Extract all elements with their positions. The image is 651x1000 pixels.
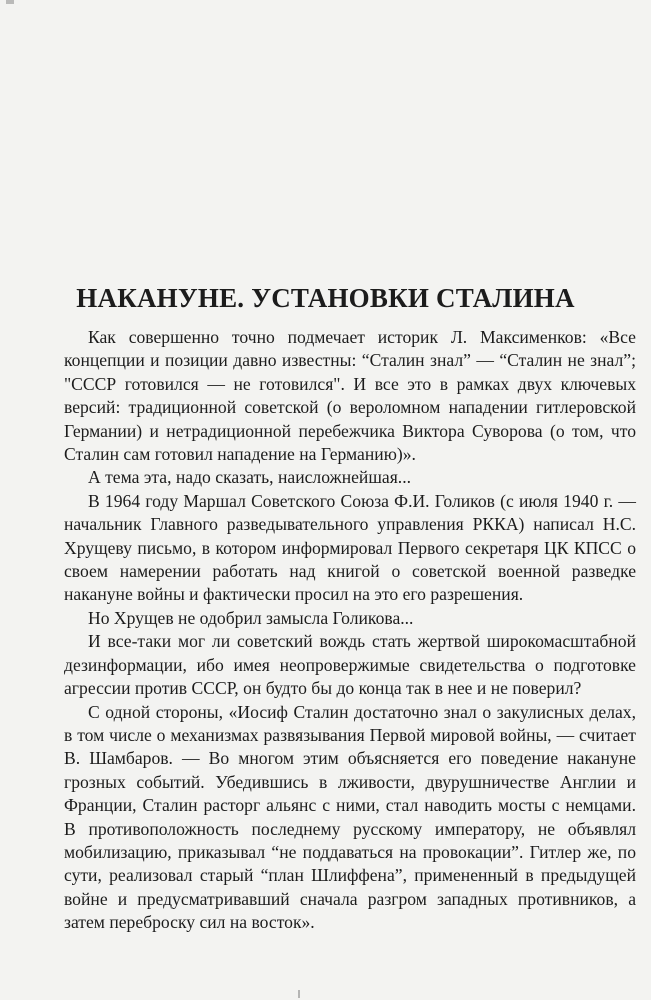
chapter-body xyxy=(64,326,636,935)
paragraph-2: А тема эта, надо сказать, наисложнейшая... xyxy=(88,467,411,488)
page-corner-mark xyxy=(6,0,14,4)
paragraph-1: Как совершенно точно подмечает историк Л. Максименков: «Все концепции и позиции давно известны: “Сталин знал” — “Сталин не знал”; "СССР готовился — не готовился". И все это в рамках двух ключевых версий: традиционной советской (о вероломном нападении гитлеровской Германии) и нетрадиционной перебежчика Виктора Суворова (о том, что Сталин сам готовил нападение на Германию)». xyxy=(64,327,636,465)
bottom-edge-mark xyxy=(298,990,300,998)
chapter-title: НАКАНУНЕ. УСТАНОВКИ СТАЛИНА xyxy=(76,283,575,313)
paragraph-3: В 1964 году Маршал Советского Союза Ф.И. Голиков (с июля 1940 г. — начальник Главного разведывательного управления РККА) написал Н.С. Хрущеву письмо, в котором информировал Первого секретаря ЦК КПСС о своем намерении работать над книгой о советской военной разведке накануне войны и фактически просил на это его разрешения. xyxy=(64,490,636,605)
paragraph-6: С одной стороны, «Иосиф Сталин достаточно знал о закулисных делах, в том числе о механизмах развязывания Первой мировой войны, — считает В. Шамбаров. — Во многом этим объясняется его поведение накануне грозных событий. Убедившись в лживости, двурушничестве Англии и Франции, Сталин расторг альянс с ними, стал наводить мосты с немцами. В противоположность последнему русскому императору, не объявлял мобилизацию, приказывал “не поддаваться на провокации”. Гитлер же, по сути, реализовал старый “план Шлиффена”, примененный в предыдущей войне и предусматривавший сначала разгром западных противников, а затем переброску сил на восток». xyxy=(64,701,636,933)
paragraph-4: Но Хрущев не одобрил замысла Голикова... xyxy=(88,607,414,628)
paragraph-5: И все-таки мог ли советский вождь стать жертвой широкомасштабной дезинформации, ибо имея неопровержимые свидетельства о подготовке агрессии против СССР, он будто бы до конца так в нее и не поверил? xyxy=(64,631,636,699)
